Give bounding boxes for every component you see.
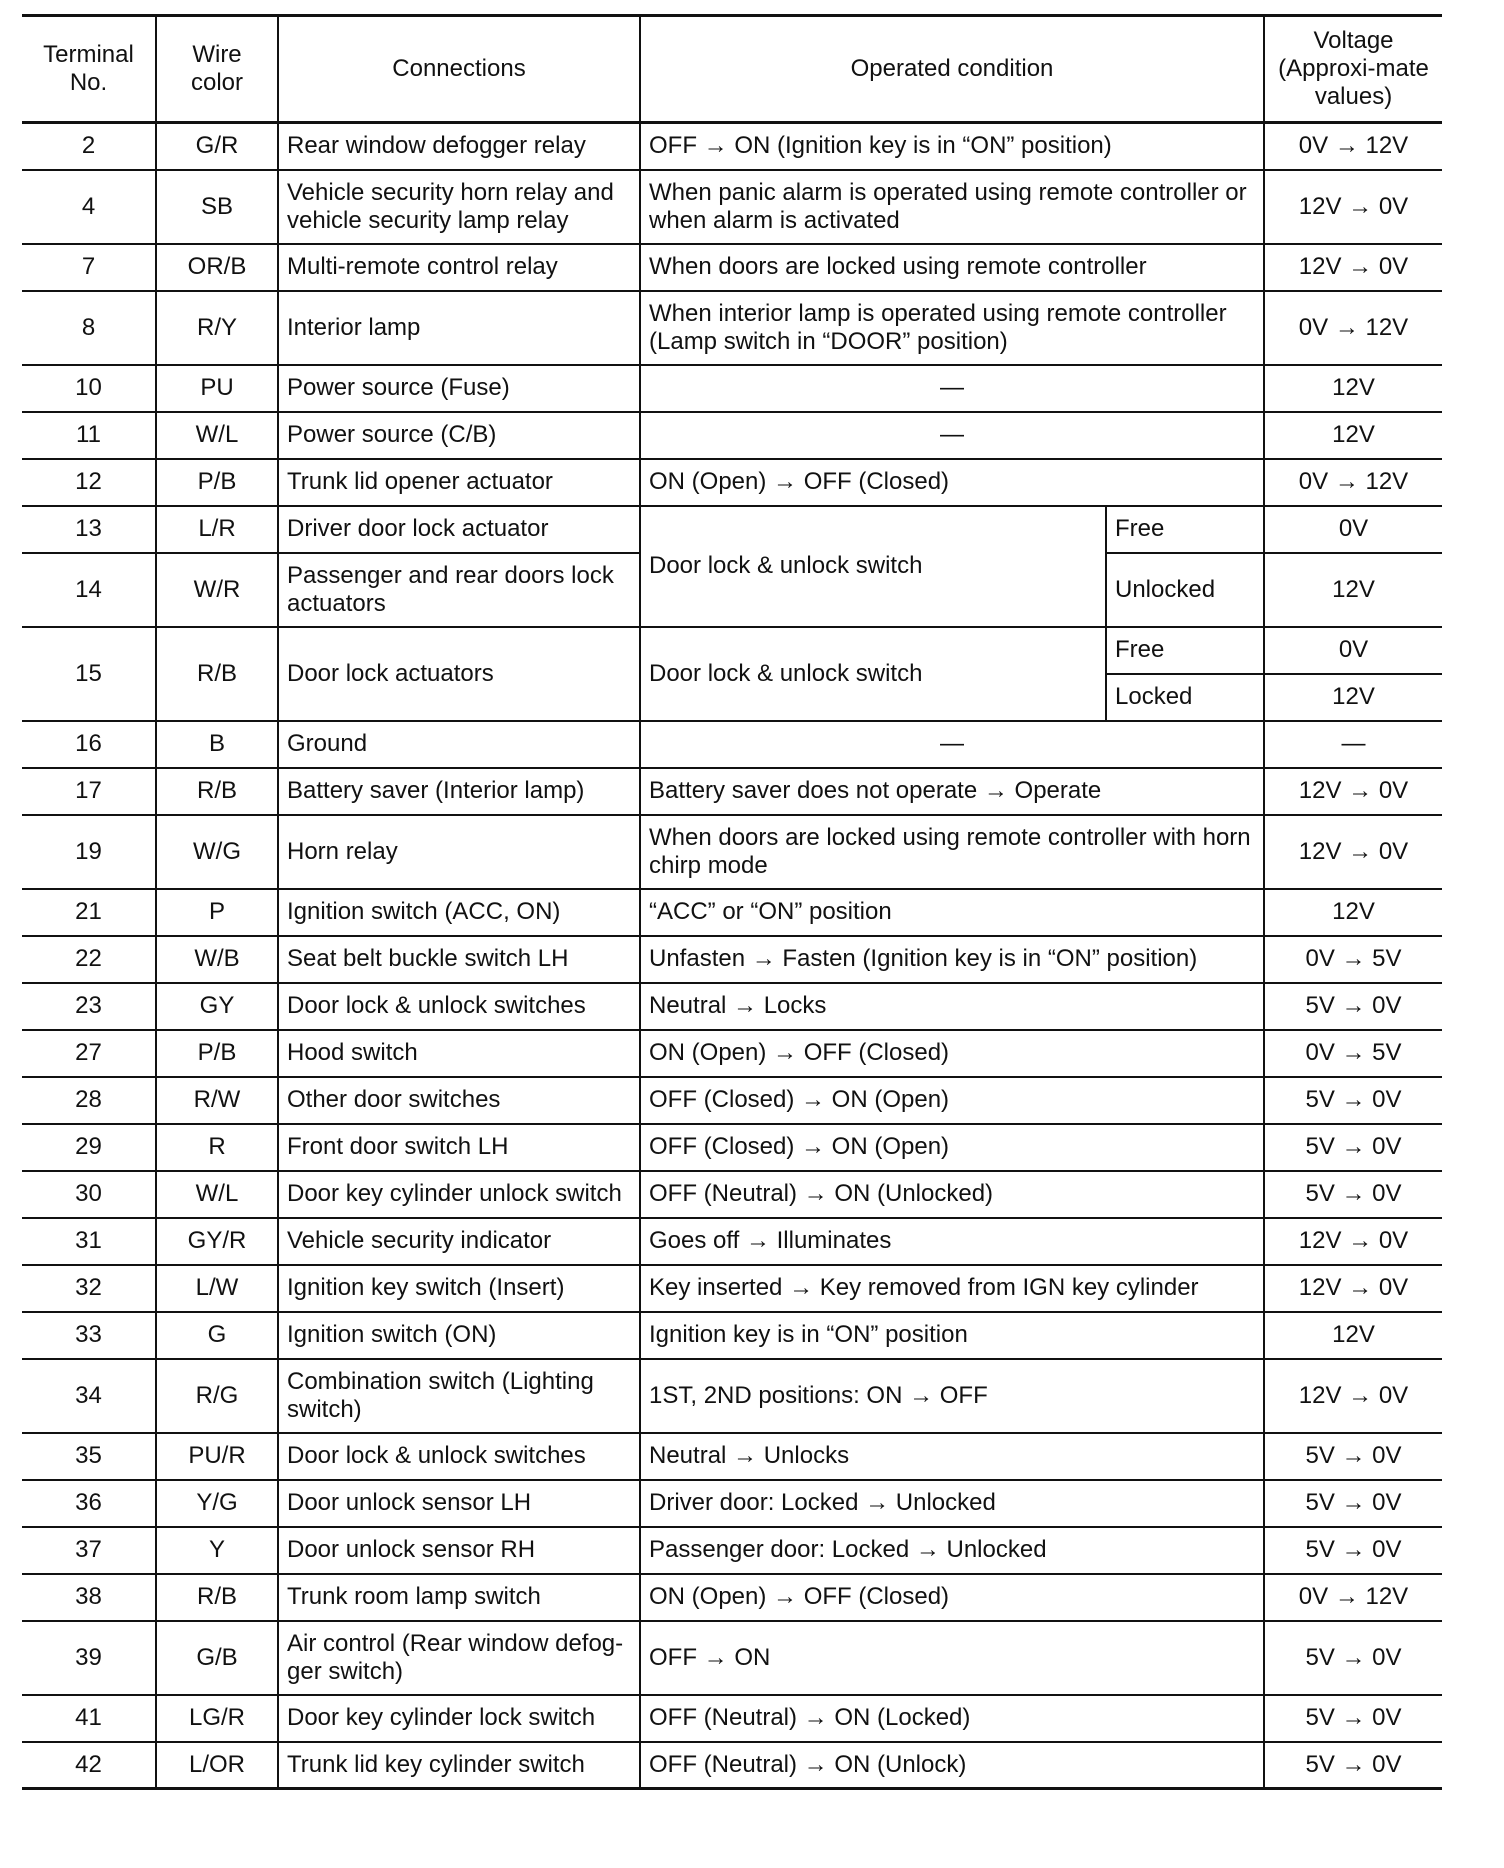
voltage: — (1264, 721, 1442, 768)
connection: Multi-remote control relay (278, 244, 640, 291)
table-row (22, 983, 1442, 1030)
terminal-no: 38 (22, 1574, 156, 1621)
operated-condition: Neutral → Unlocks (640, 1433, 1264, 1480)
header-voltage: Voltage (Approxi-mate values) (1264, 16, 1442, 123)
wire-color: L/OR (156, 1742, 278, 1789)
terminal-table-sheet (22, 14, 1442, 1790)
operated-condition: Ignition key is in “ON” position (640, 1312, 1264, 1359)
connection: Ground (278, 721, 640, 768)
voltage: 5V → 0V (1264, 1433, 1442, 1480)
voltage: 12V → 0V (1264, 1359, 1442, 1433)
operated-condition: When interior lamp is operated using remote controller (Lamp switch in “DOOR” position) (640, 291, 1264, 365)
voltage: 0V → 12V (1264, 123, 1442, 170)
switch-state: Free (1106, 506, 1264, 553)
terminal-no: 35 (22, 1433, 156, 1480)
wire-color: P/B (156, 1030, 278, 1077)
operated-condition: Key inserted → Key removed from IGN key cylinder (640, 1265, 1264, 1312)
connection: Door unlock sensor RH (278, 1527, 640, 1574)
terminal-no: 37 (22, 1527, 156, 1574)
voltage: 0V → 12V (1264, 459, 1442, 506)
terminal-no: 2 (22, 123, 156, 170)
voltage: 12V (1264, 1312, 1442, 1359)
table-row (22, 1433, 1442, 1480)
wire-color: W/R (156, 553, 278, 627)
terminal-no: 27 (22, 1030, 156, 1077)
operated-condition: Driver door: Locked → Unlocked (640, 1480, 1264, 1527)
table-row (22, 506, 1442, 553)
operated-condition: — (640, 721, 1264, 768)
table-row (22, 627, 1442, 674)
terminal-no: 14 (22, 553, 156, 627)
connection: Combination switch (Lighting switch) (278, 1359, 640, 1433)
terminal-no: 12 (22, 459, 156, 506)
operated-condition: 1ST, 2ND positions: ON → OFF (640, 1359, 1264, 1433)
operated-condition: When doors are locked using remote controller with horn chirp mode (640, 815, 1264, 889)
switch-state: Unlocked (1106, 553, 1264, 627)
table-row (22, 123, 1442, 170)
table-row (22, 1480, 1442, 1527)
wire-color: W/L (156, 1171, 278, 1218)
connection: Vehicle security indicator (278, 1218, 640, 1265)
wire-color: W/L (156, 412, 278, 459)
wire-color: L/W (156, 1265, 278, 1312)
wire-color: LG/R (156, 1695, 278, 1742)
wire-color: R/G (156, 1359, 278, 1433)
voltage: 0V (1264, 506, 1442, 553)
connection: Power source (Fuse) (278, 365, 640, 412)
table-row (22, 1621, 1442, 1695)
connection: Battery saver (Interior lamp) (278, 768, 640, 815)
table-row (22, 1742, 1442, 1789)
voltage: 5V → 0V (1264, 1480, 1442, 1527)
operated-condition: OFF (Closed) → ON (Open) (640, 1124, 1264, 1171)
table-header (22, 16, 1442, 123)
operated-condition: Unfasten → Fasten (Ignition key is in “ON” position) (640, 936, 1264, 983)
terminal-no: 23 (22, 983, 156, 1030)
voltage: 5V → 0V (1264, 983, 1442, 1030)
voltage: 0V → 12V (1264, 291, 1442, 365)
connection: Driver door lock actuator (278, 506, 640, 553)
terminal-no: 39 (22, 1621, 156, 1695)
table-row (22, 1218, 1442, 1265)
operated-condition: Door lock & unlock switch (640, 506, 1106, 627)
connection: Interior lamp (278, 291, 640, 365)
connection: Rear window defogger relay (278, 123, 640, 170)
table-row (22, 170, 1442, 244)
voltage: 5V → 0V (1264, 1171, 1442, 1218)
voltage: 12V → 0V (1264, 815, 1442, 889)
header-wire-color: Wire color (156, 16, 278, 123)
voltage: 5V → 0V (1264, 1527, 1442, 1574)
voltage: 12V (1264, 674, 1442, 721)
terminal-no: 42 (22, 1742, 156, 1789)
switch-state: Free (1106, 627, 1264, 674)
table-row (22, 365, 1442, 412)
connection: Door lock & unlock switches (278, 1433, 640, 1480)
terminal-no: 11 (22, 412, 156, 459)
voltage: 12V → 0V (1264, 244, 1442, 291)
voltage: 12V → 0V (1264, 1265, 1442, 1312)
operated-condition: OFF (Neutral) → ON (Unlock) (640, 1742, 1264, 1789)
switch-state: Locked (1106, 674, 1264, 721)
operated-condition: OFF → ON (640, 1621, 1264, 1695)
table-row (22, 721, 1442, 768)
table-row (22, 291, 1442, 365)
terminal-no: 41 (22, 1695, 156, 1742)
voltage: 12V (1264, 889, 1442, 936)
operated-condition: “ACC” or “ON” position (640, 889, 1264, 936)
wire-color: GY/R (156, 1218, 278, 1265)
wire-color: PU (156, 365, 278, 412)
voltage: 5V → 0V (1264, 1695, 1442, 1742)
connection: Door unlock sensor LH (278, 1480, 640, 1527)
table-row (22, 459, 1442, 506)
operated-condition: OFF (Neutral) → ON (Unlocked) (640, 1171, 1264, 1218)
wire-color: R/B (156, 768, 278, 815)
terminal-no: 15 (22, 627, 156, 721)
connection: Trunk lid key cylinder switch (278, 1742, 640, 1789)
terminal-no: 19 (22, 815, 156, 889)
wire-color: R (156, 1124, 278, 1171)
connection: Front door switch LH (278, 1124, 640, 1171)
voltage: 0V → 5V (1264, 936, 1442, 983)
connection: Ignition switch (ACC, ON) (278, 889, 640, 936)
table-row (22, 1527, 1442, 1574)
table-row (22, 1695, 1442, 1742)
connection: Vehicle security horn relay and vehicle security lamp relay (278, 170, 640, 244)
connection: Horn relay (278, 815, 640, 889)
wire-color: PU/R (156, 1433, 278, 1480)
header-connections: Connections (278, 16, 640, 123)
table-row (22, 1359, 1442, 1433)
connection: Seat belt buckle switch LH (278, 936, 640, 983)
wire-color: G/B (156, 1621, 278, 1695)
table-row (22, 244, 1442, 291)
table-row (22, 889, 1442, 936)
wire-color: B (156, 721, 278, 768)
table-row (22, 1124, 1442, 1171)
wire-color: L/R (156, 506, 278, 553)
wire-color: R/B (156, 627, 278, 721)
connection: Air control (Rear window defog-ger switch) (278, 1621, 640, 1695)
table-row (22, 412, 1442, 459)
table-row (22, 1077, 1442, 1124)
terminal-no: 28 (22, 1077, 156, 1124)
terminal-no: 17 (22, 768, 156, 815)
wire-color: GY (156, 983, 278, 1030)
operated-condition: ON (Open) → OFF (Closed) (640, 1574, 1264, 1621)
terminal-no: 7 (22, 244, 156, 291)
terminal-no: 31 (22, 1218, 156, 1265)
operated-condition: — (640, 365, 1264, 412)
wire-color: G (156, 1312, 278, 1359)
connection: Other door switches (278, 1077, 640, 1124)
table-row (22, 1171, 1442, 1218)
operated-condition: ON (Open) → OFF (Closed) (640, 1030, 1264, 1077)
voltage: 5V → 0V (1264, 1124, 1442, 1171)
terminal-no: 16 (22, 721, 156, 768)
connection: Ignition switch (ON) (278, 1312, 640, 1359)
voltage: 12V (1264, 365, 1442, 412)
wire-color: SB (156, 170, 278, 244)
terminal-no: 4 (22, 170, 156, 244)
wire-color: R/B (156, 1574, 278, 1621)
wire-color: W/G (156, 815, 278, 889)
connection: Trunk room lamp switch (278, 1574, 640, 1621)
terminal-no: 30 (22, 1171, 156, 1218)
terminal-no: 32 (22, 1265, 156, 1312)
voltage: 5V → 0V (1264, 1621, 1442, 1695)
table-row (22, 936, 1442, 983)
table-row (22, 1265, 1442, 1312)
operated-condition: OFF → ON (Ignition key is in “ON” position) (640, 123, 1264, 170)
operated-condition: OFF (Closed) → ON (Open) (640, 1077, 1264, 1124)
table-row (22, 1574, 1442, 1621)
wire-color: P/B (156, 459, 278, 506)
connection: Door lock & unlock switches (278, 983, 640, 1030)
wire-color: P (156, 889, 278, 936)
operated-condition: Passenger door: Locked → Unlocked (640, 1527, 1264, 1574)
table-row (22, 1030, 1442, 1077)
operated-condition: Door lock & unlock switch (640, 627, 1106, 721)
wire-color: W/B (156, 936, 278, 983)
voltage: 0V → 12V (1264, 1574, 1442, 1621)
table-row (22, 1312, 1442, 1359)
operated-condition: When doors are locked using remote controller (640, 244, 1264, 291)
operated-condition: Battery saver does not operate → Operate (640, 768, 1264, 815)
wire-color: OR/B (156, 244, 278, 291)
connection: Ignition key switch (Insert) (278, 1265, 640, 1312)
connection: Power source (C/B) (278, 412, 640, 459)
voltage: 12V (1264, 412, 1442, 459)
terminal-no: 10 (22, 365, 156, 412)
operated-condition: When panic alarm is operated using remote controller or when alarm is activated (640, 170, 1264, 244)
terminal-no: 36 (22, 1480, 156, 1527)
wire-color: R/W (156, 1077, 278, 1124)
wire-color: R/Y (156, 291, 278, 365)
voltage: 12V (1264, 553, 1442, 627)
voltage: 5V → 0V (1264, 1742, 1442, 1789)
voltage: 12V → 0V (1264, 1218, 1442, 1265)
terminal-no: 21 (22, 889, 156, 936)
connection: Door lock actuators (278, 627, 640, 721)
table-row (22, 815, 1442, 889)
table-row (22, 768, 1442, 815)
voltage: 5V → 0V (1264, 1077, 1442, 1124)
terminal-no: 22 (22, 936, 156, 983)
operated-condition: Neutral → Locks (640, 983, 1264, 1030)
terminal-no: 8 (22, 291, 156, 365)
connection: Passenger and rear doors lock actuators (278, 553, 640, 627)
wire-color: Y (156, 1527, 278, 1574)
voltage: 0V (1264, 627, 1442, 674)
connection: Hood switch (278, 1030, 640, 1077)
voltage: 0V → 5V (1264, 1030, 1442, 1077)
operated-condition: ON (Open) → OFF (Closed) (640, 459, 1264, 506)
operated-condition: OFF (Neutral) → ON (Locked) (640, 1695, 1264, 1742)
table-body (22, 123, 1442, 1789)
terminal-no: 33 (22, 1312, 156, 1359)
terminal-inspection-table (22, 14, 1442, 1790)
wire-color: Y/G (156, 1480, 278, 1527)
terminal-no: 29 (22, 1124, 156, 1171)
header-row (22, 16, 1442, 123)
connection: Door key cylinder lock switch (278, 1695, 640, 1742)
operated-condition: — (640, 412, 1264, 459)
connection: Trunk lid opener actuator (278, 459, 640, 506)
header-terminal-no: Terminal No. (22, 16, 156, 123)
connection: Door key cylinder unlock switch (278, 1171, 640, 1218)
voltage: 12V → 0V (1264, 768, 1442, 815)
wire-color: G/R (156, 123, 278, 170)
terminal-no: 34 (22, 1359, 156, 1433)
header-operated-condition: Operated condition (640, 16, 1264, 123)
terminal-no: 13 (22, 506, 156, 553)
operated-condition: Goes off → Illuminates (640, 1218, 1264, 1265)
voltage: 12V → 0V (1264, 170, 1442, 244)
